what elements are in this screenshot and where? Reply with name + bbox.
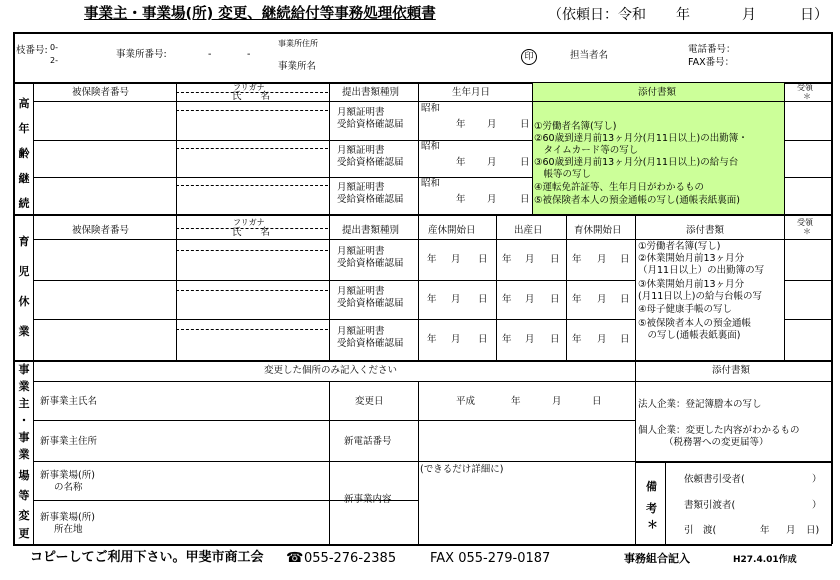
date-year: 年 bbox=[572, 334, 582, 345]
doc-type-eligibility: 受給資格確認届 bbox=[337, 119, 404, 130]
new-office-location-label-2: 所在地 bbox=[54, 524, 83, 535]
date-month: 月 bbox=[597, 294, 607, 305]
date-year: 年 bbox=[427, 294, 437, 305]
date-year: 年 bbox=[572, 294, 582, 305]
tel-label: 電話番号： bbox=[688, 44, 736, 55]
request-month-label: 月 bbox=[742, 7, 756, 23]
new-office-name-label-2: の名称 bbox=[54, 482, 83, 493]
col-insured-number: 被保険者番号 bbox=[72, 87, 130, 98]
section-side-label: 児 bbox=[18, 265, 30, 278]
col-furigana: フリガナ bbox=[233, 218, 265, 227]
attachment-item: ③休業開始月前13ヶ月分 bbox=[638, 279, 745, 290]
doc-type-eligibility: 受給資格確認届 bbox=[337, 258, 404, 269]
branch-value-1: 0- bbox=[50, 43, 58, 52]
receiver-label: 依頼書引受者( bbox=[684, 474, 745, 485]
doc-type-cert: 月額証明書 bbox=[337, 107, 385, 118]
era-heisei: 平成 bbox=[456, 396, 476, 407]
doc-type-eligibility: 受給資格確認届 bbox=[337, 338, 404, 349]
era-showa: 昭和 bbox=[421, 141, 441, 152]
footer-created: H27.4.01作成 bbox=[733, 555, 797, 565]
section-side-label: 継 bbox=[18, 172, 30, 185]
era-showa: 昭和 bbox=[421, 178, 441, 189]
footer-fax: FAX 055-279-0187 bbox=[430, 551, 551, 566]
col-receipt: 受領 bbox=[797, 83, 813, 92]
attachment-item: の写し(通帳表紙裏面) bbox=[638, 330, 741, 341]
date-year: 年 bbox=[502, 294, 512, 305]
col-birthdate: 生年月日 bbox=[452, 87, 491, 98]
date-year: 年 bbox=[427, 334, 437, 345]
section-side-label: 業 bbox=[18, 325, 30, 338]
doc-type-cert: 月額証明書 bbox=[337, 286, 385, 297]
date-year: 年 bbox=[456, 119, 466, 130]
branch-label: 枝番号: bbox=[16, 45, 48, 56]
phone-icon: ☎ bbox=[286, 550, 304, 566]
close-paren: ） bbox=[812, 474, 822, 485]
date-day: 日 bbox=[620, 254, 630, 265]
section-side-label: 休 bbox=[18, 295, 30, 308]
doc-type-eligibility: 受給資格確認届 bbox=[337, 298, 404, 309]
date-day: 日 bbox=[520, 119, 530, 130]
new-owner-name-label: 新事業主氏名 bbox=[40, 396, 98, 407]
doc-type-eligibility: 受給資格確認届 bbox=[337, 157, 404, 168]
receipt-mark: ＊ bbox=[803, 92, 811, 101]
date-day: 日 bbox=[620, 294, 630, 305]
date-month: 月 bbox=[451, 254, 461, 265]
new-business-content-label: 新事業内容 bbox=[344, 494, 392, 505]
section-side-label: 更 bbox=[18, 527, 30, 540]
doc-type-cert: 月額証明書 bbox=[337, 246, 385, 257]
date-month: 月 bbox=[451, 294, 461, 305]
date-day: 日 bbox=[592, 396, 602, 407]
section-side-label: 高 bbox=[18, 97, 30, 110]
doc-type-cert: 月額証明書 bbox=[337, 182, 385, 193]
doc-type-cert: 月額証明書 bbox=[337, 326, 385, 337]
col-birth-date: 出産日 bbox=[514, 225, 543, 236]
office-address-label: 事業所住所 bbox=[278, 39, 318, 48]
date-month: 月 bbox=[525, 254, 535, 265]
section-side-label: 主 bbox=[18, 397, 30, 410]
date-year: 年 bbox=[572, 254, 582, 265]
attachment-item: ②60歳到達月前13ヶ月分(月11日以上)の出勤簿・ bbox=[534, 133, 748, 144]
request-day-label: 日） bbox=[800, 7, 828, 23]
section-side-label: 齢 bbox=[18, 147, 30, 160]
date-year: 年 bbox=[456, 157, 466, 168]
section-side-label: 業 bbox=[18, 448, 30, 461]
handover-month: 月 bbox=[786, 525, 796, 536]
date-day: 日 bbox=[620, 334, 630, 345]
handover-day: 日) bbox=[806, 525, 820, 536]
col-doc-type: 提出書類種別 bbox=[342, 87, 400, 98]
new-owner-address-label: 新事業主住所 bbox=[40, 436, 98, 447]
office-number-label: 事業所番号: bbox=[116, 49, 167, 60]
office-number-dash: - bbox=[208, 49, 212, 60]
date-day: 日 bbox=[550, 294, 560, 305]
date-day: 日 bbox=[550, 254, 560, 265]
new-office-location-label: 新事業場(所) bbox=[40, 512, 95, 523]
fax-label: FAX番号： bbox=[688, 57, 735, 68]
doc-handover-label: 書類引渡者( bbox=[684, 500, 736, 511]
col-name: 氏 名 bbox=[232, 91, 271, 102]
change-instruction: 変更した個所のみ記入ください bbox=[264, 365, 398, 376]
section-side-label: ・ bbox=[18, 414, 30, 427]
date-year: 年 bbox=[502, 254, 512, 265]
attachment-item: ④母子健康手帳の写し bbox=[638, 304, 733, 315]
date-month: 月 bbox=[552, 396, 562, 407]
date-month: 月 bbox=[487, 194, 497, 205]
col-name: 氏 名 bbox=[232, 227, 271, 238]
new-office-name-label: 新事業場(所) bbox=[40, 470, 95, 481]
footer-office-note: 事務組合記入 bbox=[624, 552, 690, 565]
era-showa: 昭和 bbox=[421, 103, 441, 114]
new-tel-label: 新電話番号 bbox=[344, 436, 392, 447]
seal-stamp-icon: 印 bbox=[521, 49, 537, 65]
footer-tel: 055-276-2385 bbox=[304, 551, 397, 566]
date-year: 年 bbox=[511, 396, 521, 407]
col-insured-number: 被保険者番号 bbox=[72, 225, 130, 236]
footer-usage-note: コピーしてご利用下さい。甲斐市商工会 bbox=[30, 550, 264, 565]
close-paren: ） bbox=[812, 500, 822, 511]
col-attachments: 添付書類 bbox=[686, 225, 725, 236]
office-name-label: 事業所名 bbox=[278, 61, 317, 72]
attachment-item: （月11日以上）の出勤簿の写 bbox=[638, 265, 765, 276]
date-year: 年 bbox=[427, 254, 437, 265]
change-date-label: 変更日 bbox=[355, 396, 384, 407]
date-month: 月 bbox=[451, 334, 461, 345]
section-side-label: 事 bbox=[18, 431, 30, 444]
section-side-label: 事 bbox=[18, 363, 30, 376]
date-month: 月 bbox=[597, 254, 607, 265]
date-day: 日 bbox=[520, 157, 530, 168]
attachment-item: ③60歳到達月前13ヶ月分(月11日以上)の給与台 bbox=[534, 157, 739, 168]
attachment-item: ⑤被保険者本人の預金通帳の写し(通帳表紙裏面) bbox=[534, 195, 740, 206]
doc-type-eligibility: 受給資格確認届 bbox=[337, 194, 404, 205]
date-month: 月 bbox=[525, 294, 535, 305]
attachment-item: ①労働者名簿(写し) bbox=[534, 121, 617, 132]
date-day: 日 bbox=[520, 194, 530, 205]
request-date-label: （依頼日：令和 bbox=[548, 7, 646, 23]
date-month: 月 bbox=[487, 119, 497, 130]
change-attach-header: 添付書類 bbox=[712, 365, 751, 376]
receipt-mark: ＊ bbox=[803, 227, 811, 236]
attachment-item: ④運転免許証等、生年月日がわかるもの bbox=[534, 182, 705, 193]
date-day: 日 bbox=[478, 294, 488, 305]
attachment-item: ①労働者名簿(写し) bbox=[638, 241, 721, 252]
date-month: 月 bbox=[597, 334, 607, 345]
person-in-charge-label: 担当者名 bbox=[570, 50, 609, 61]
attachment-item: タイムカード等の写し bbox=[534, 145, 639, 156]
section-side-label: 業 bbox=[18, 380, 30, 393]
col-doc-type: 提出書類種別 bbox=[342, 225, 400, 236]
remarks-label: 備 bbox=[646, 480, 657, 493]
col-childcare-start: 育休開始日 bbox=[574, 225, 622, 236]
date-month: 月 bbox=[487, 157, 497, 168]
section-side-label: 場 bbox=[18, 469, 30, 482]
handover-date-label: 引 渡( bbox=[684, 525, 717, 536]
date-year: 年 bbox=[456, 194, 466, 205]
doc-type-cert: 月額証明書 bbox=[337, 145, 385, 156]
corp-attachment: 法人企業：登記簿謄本の写し bbox=[638, 399, 762, 410]
document-title: 事業主・事業場(所) 変更、継続給付等事務処理依頼書 bbox=[84, 6, 436, 22]
attachment-item: 帳等の写し bbox=[534, 169, 592, 180]
office-number-dash: - bbox=[247, 49, 251, 60]
detail-note: (できるだけ詳細に) bbox=[420, 464, 504, 475]
section-side-label: 年 bbox=[18, 122, 30, 135]
remarks-label: 考 bbox=[646, 502, 657, 515]
col-furigana: フリガナ bbox=[233, 83, 265, 92]
indiv-attachment-note: （税務署への変更届等） bbox=[664, 437, 769, 448]
remarks-mark: ＊ bbox=[647, 518, 658, 531]
date-day: 日 bbox=[478, 254, 488, 265]
section-side-label: 変 bbox=[18, 509, 30, 522]
section-side-label: 続 bbox=[18, 197, 30, 210]
col-receipt: 受領 bbox=[797, 218, 813, 227]
indiv-attachment: 個人企業：変更した内容がわかるもの bbox=[638, 425, 800, 436]
date-day: 日 bbox=[478, 334, 488, 345]
attachment-item: ②休業開始月前13ヶ月分 bbox=[638, 253, 745, 264]
date-year: 年 bbox=[502, 334, 512, 345]
attachment-item: ⑤被保険者本人の預金通帳 bbox=[638, 318, 752, 329]
date-month: 月 bbox=[525, 334, 535, 345]
handover-year: 年 bbox=[760, 525, 770, 536]
col-maternity-start: 産休開始日 bbox=[428, 225, 476, 236]
section-side-label: 等 bbox=[18, 489, 30, 502]
request-year-label: 年 bbox=[676, 7, 690, 23]
attachment-item: (月11日以上)の給与台帳の写 bbox=[638, 291, 763, 302]
date-day: 日 bbox=[550, 334, 560, 345]
section-side-label: 育 bbox=[18, 235, 30, 248]
branch-value-2: 2- bbox=[50, 56, 58, 65]
col-attachments: 添付書類 bbox=[638, 87, 677, 98]
